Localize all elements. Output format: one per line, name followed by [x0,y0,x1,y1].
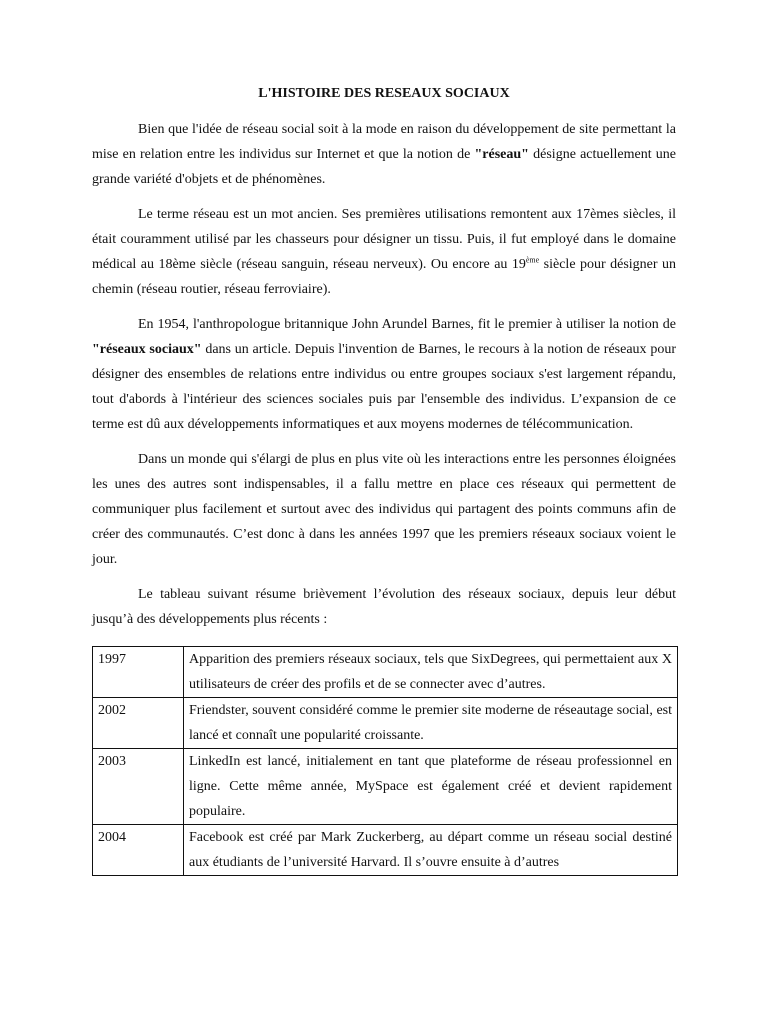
table-row [93,825,678,876]
document-page [92,84,676,876]
bold-term-reseau: "réseau" [474,147,529,162]
evolution-table [92,646,678,876]
paragraph-intro [92,117,676,192]
superscript-eme: ème [525,255,540,265]
paragraph-history [92,202,676,302]
paragraph-barnes-text: En 1954, l'anthropologue britannique John Arundel Barnes, fit le premier à utiliser la notion de [138,317,676,332]
table-cell-year: 2004 [93,825,184,876]
paragraph-world: Dans un monde qui s'élargi de plus en plus vite où les interactions entre les personnes éloignées les unes des autres sont indispensables, il a fallu mettre en place ces réseaux qui permettent de communiquer plus facilement et surtout avec des individus qui partagent des points communs afin de créer des communautés. C’est donc à dans les années 1997 que les premiers réseaux sociaux voient le jour. [92,452,676,567]
table-cell-year: 1997 [93,647,184,698]
paragraph-intro-text: Bien que l'idée de réseau social soit à la mode en raison du développement de site permettant la mise en relation entre les individus sur Internet et que la notion de [92,122,676,162]
paragraph-table-intro: Le tableau suivant résume brièvement l’évolution des réseaux sociaux, depuis leur début jusqu’à des développements plus récents : [92,587,676,627]
bold-term-reseaux-sociaux: "réseaux sociaux" [92,342,202,357]
document-title: L'HISTOIRE DES RESEAUX SOCIAUX [258,86,510,101]
table-cell-description: Facebook est créé par Mark Zuckerberg, au départ comme un réseau social destiné aux étudiants de l’université Harvard. Il s’ouvre ensuite à d’autres [184,825,678,876]
paragraph-barnes [92,312,676,437]
table-cell-year: 2002 [93,698,184,749]
paragraph-barnes-end: dans un article. Depuis l'invention de Barnes, le recours à la notion de réseaux pour désigner des ensembles de relations entre individus ou entre groupes sociaux s'est largement répandu, tout d'abords à l'intérieur des sciences sociales puis par l'ensemble des individus. L’expansion de ce terme est dû aux développements informatiques et aux moyens modernes de télécommunication. [92,342,676,432]
table-cell-description: Apparition des premiers réseaux sociaux, tels que SixDegrees, qui permettaient aux X utilisateurs de créer des profils et de se connecter avec d’autres. [184,647,678,698]
paragraph-history-end: siècle pour désigner un chemin (réseau routier, réseau ferroviaire). [92,257,676,297]
paragraph-history-text: Le terme réseau est un mot ancien. Ses premières utilisations remontent aux 17èmes siècles, il était couramment utilisé par les chasseurs pour désigner un tissu. Puis, il fut employé dans le domaine médical au 18ème siècle (réseau sanguin, réseau nerveux). Ou encore au 19 [92,207,676,272]
table-row [93,698,678,749]
paragraph-intro-end: désigne actuellement une grande variété d'objets et de phénomènes. [92,147,677,187]
table-cell-description: Friendster, souvent considéré comme le premier site moderne de réseautage social, est lancé et connaît une popularité croissante. [184,698,678,749]
table-row [93,647,678,698]
table-cell-description: LinkedIn est lancé, initialement en tant que plateforme de réseau professionnel en ligne. Cette même année, MySpace est également créé et devient rapidement populaire. [184,749,678,825]
table-row [93,749,678,825]
table-cell-year: 2003 [93,749,184,825]
